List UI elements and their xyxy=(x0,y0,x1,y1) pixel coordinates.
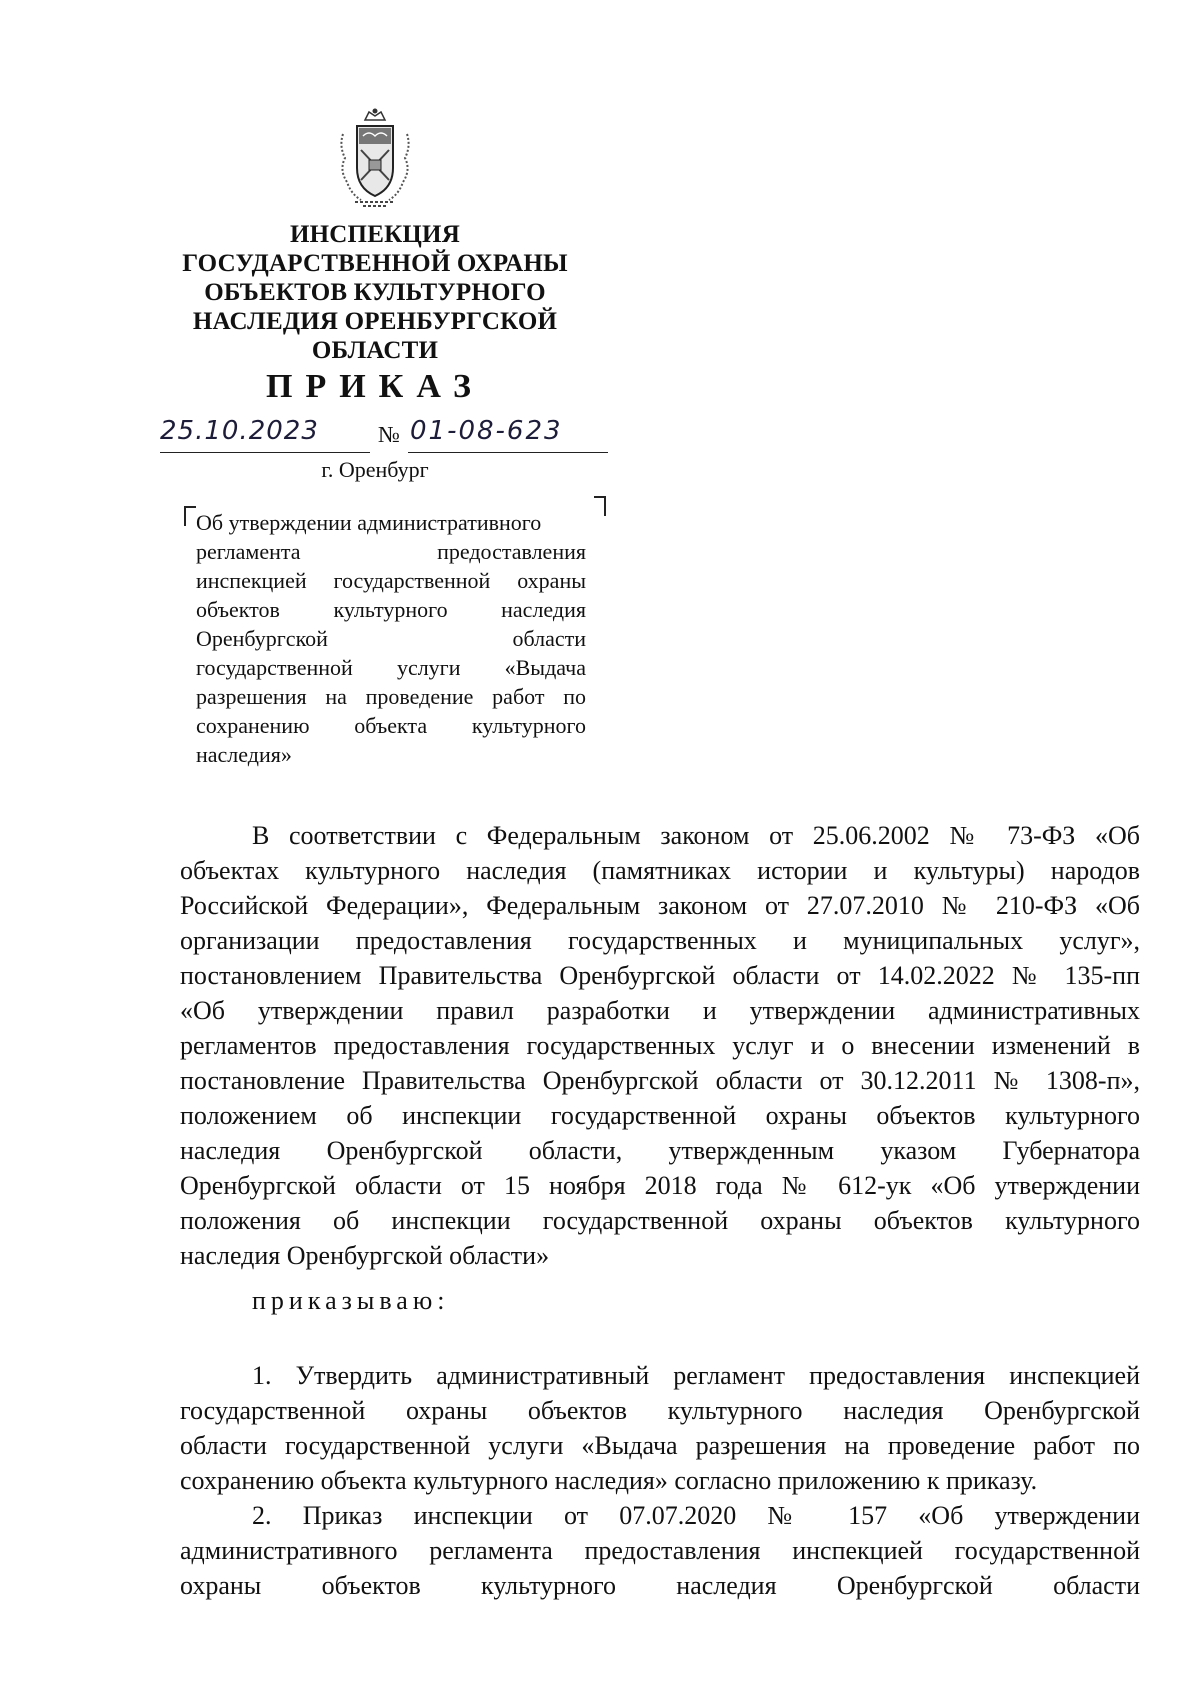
number-underline xyxy=(408,452,608,453)
preamble-line: положением об инспекции государственной охраны объектов культурного xyxy=(180,1101,1140,1130)
subject-line: регламента предоставления xyxy=(196,539,586,564)
subject-bracket-left xyxy=(184,506,196,526)
item-2-line: 2. Приказ инспекции от 07.07.2020 № 157 «Об утверждении xyxy=(252,1501,1140,1530)
subject-line: инспекцией государственной охраны xyxy=(196,568,586,593)
subject-line: сохранению объекта культурного xyxy=(196,713,586,738)
preamble-line: Российской Федерации», Федеральным законом от 27.07.2010 № 210-ФЗ «Об xyxy=(180,891,1140,920)
org-line: ОБЪЕКТОВ КУЛЬТУРНОГО xyxy=(204,279,546,306)
subject-bracket-right xyxy=(594,496,606,516)
order-word-paragraph xyxy=(180,1283,1140,1318)
preamble-line: организации предоставления государственных и муниципальных услуг», xyxy=(180,926,1140,955)
order-word: приказываю: xyxy=(252,1286,450,1315)
preamble-line: В соответствии с Федеральным законом от 25.06.2002 № 73-ФЗ «Об xyxy=(252,821,1140,850)
item-1-line: области государственной услуги «Выдача разрешения на проведение работ по xyxy=(180,1431,1140,1460)
item-2-line: охраны объектов культурного наследия Оренбургской области xyxy=(180,1571,1140,1600)
item-1-line: 1. Утвердить административный регламент предоставления инспекцией xyxy=(252,1361,1140,1390)
preamble-line: объектах культурного наследия (памятниках истории и культуры) народов xyxy=(180,856,1140,885)
coat-of-arms-emblem xyxy=(335,106,415,210)
preamble-line: регламентов предоставления государственных услуг и о внесении изменений в xyxy=(180,1031,1140,1060)
date-underline xyxy=(160,452,370,453)
preamble-line: наследия Оренбургской области» xyxy=(180,1241,550,1270)
subject-line: наследия» xyxy=(196,742,292,767)
item-1-line: государственной охраны объектов культурного наследия Оренбургской xyxy=(180,1396,1140,1425)
handwritten-number: 01-08-623 xyxy=(410,416,563,446)
preamble-line: постановлением Правительства Оренбургской области от 14.02.2022 № 135-пп xyxy=(180,961,1140,990)
subject-line: объектов культурного наследия xyxy=(196,597,586,622)
org-line: НАСЛЕДИЯ ОРЕНБУРГСКОЙ xyxy=(192,308,558,335)
number-sign: № xyxy=(378,422,400,447)
org-line: ГОСУДАРСТВЕННОЙ ОХРАНЫ xyxy=(182,250,568,277)
subject-line: Об утверждении административного xyxy=(196,510,542,535)
preamble-paragraph xyxy=(180,818,1140,1273)
organization-name xyxy=(170,220,580,365)
city-label: г. Оренбург xyxy=(321,457,429,482)
item-1-line: сохранению объекта культурного наследия» согласно приложению к приказу. xyxy=(180,1466,1038,1495)
subject-line: государственной услуги «Выдача xyxy=(196,655,586,680)
preamble-line: Оренбургской области от 15 ноября 2018 года № 612-ук «Об утверждении xyxy=(180,1171,1140,1200)
item-2-line: административного регламента предоставления инспекцией государственной xyxy=(180,1536,1140,1565)
subject-block xyxy=(196,508,586,769)
registration-line xyxy=(160,416,610,452)
item-1-paragraph xyxy=(180,1358,1140,1498)
preamble-line: положения об инспекции государственной охраны объектов культурного xyxy=(180,1206,1140,1235)
org-line: ОБЛАСТИ xyxy=(311,337,439,364)
preamble-line: наследия Оренбургской области, утвержденным указом Губернатора xyxy=(180,1136,1140,1165)
document-type-title: ПРИКАЗ xyxy=(266,368,484,405)
handwritten-date: 25.10.2023 xyxy=(160,416,319,446)
subject-line: разрешения на проведение работ по xyxy=(196,684,586,709)
item-2-paragraph xyxy=(180,1498,1140,1603)
subject-line: Оренбургской области xyxy=(196,626,586,651)
org-line: ИНСПЕКЦИЯ xyxy=(290,221,460,248)
preamble-line: «Об утверждении правил разработки и утверждении административных xyxy=(180,996,1140,1025)
preamble-line: постановление Правительства Оренбургской области от 30.12.2011 № 1308-п», xyxy=(180,1066,1140,1095)
